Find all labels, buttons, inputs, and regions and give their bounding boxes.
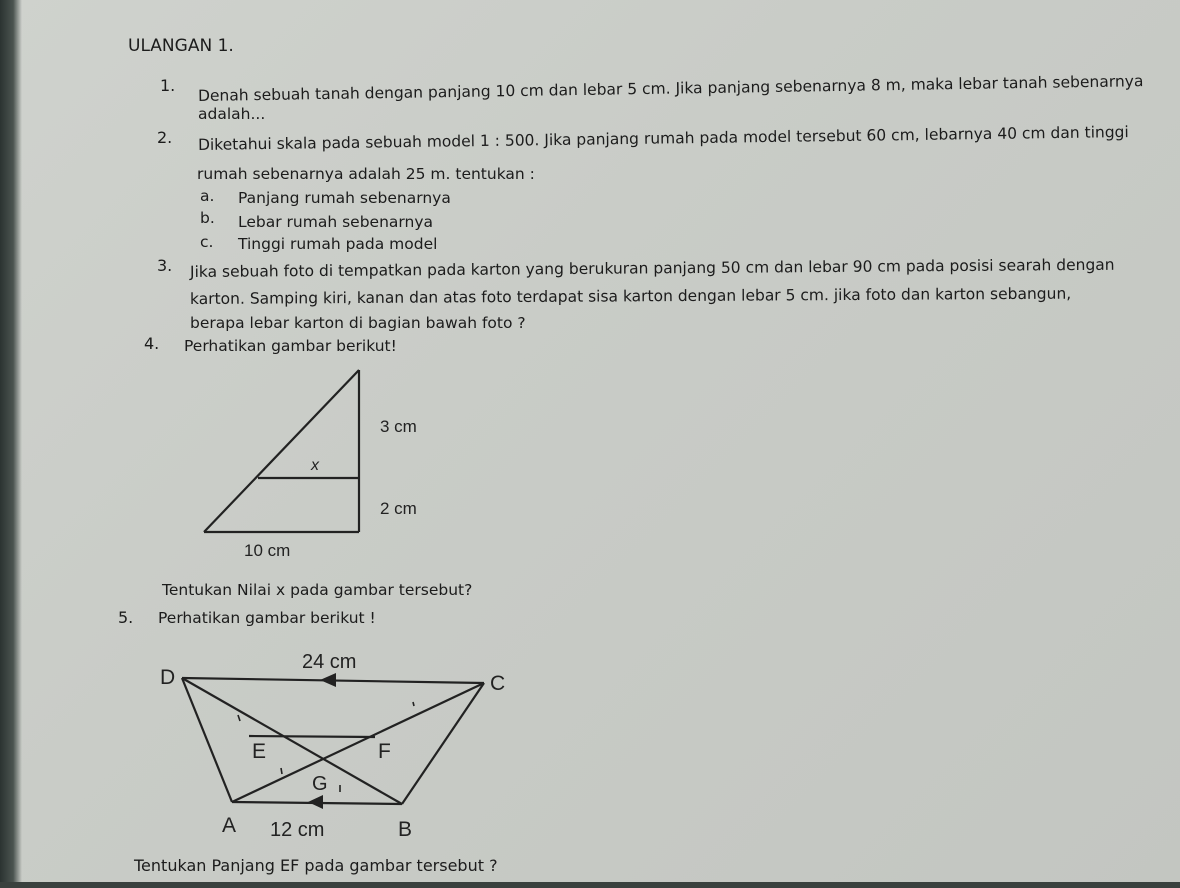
q4-number: 4. [144, 334, 160, 353]
q2-item-a-label: a. [200, 187, 215, 205]
q2-item-c-text: Tinggi rumah pada model [238, 235, 438, 253]
q3-line3: berapa lebar karton di bagian bawah foto ? [190, 314, 526, 332]
q4-question: Tentukan Nilai x pada gambar tersebut? [162, 581, 473, 599]
worksheet-title: ULANGAN 1. [128, 36, 234, 56]
q5-label-24cm: 24 cm [302, 651, 357, 673]
q2-item-a-text: Panjang rumah sebenarnya [238, 189, 451, 207]
q2-line2: rumah sebenarnya adalah 25 m. tentukan : [197, 165, 535, 183]
q2-item-c-label: c. [200, 233, 214, 251]
paper-bottom-edge [0, 882, 1180, 888]
q1-line2: adalah... [198, 105, 266, 123]
q5-point-e: E [252, 740, 267, 763]
q2-item-b-text: Lebar rumah sebenarnya [238, 213, 433, 231]
q4-hypotenuse [204, 370, 359, 532]
q5-tick-mark [238, 715, 240, 721]
q5-bottom-arrow-marker [308, 795, 323, 809]
q3-number: 3. [157, 256, 173, 275]
q4-label-2cm: 2 cm [380, 499, 417, 518]
q5-tick-mark [281, 768, 282, 774]
q5-vertex-a: A [222, 814, 237, 837]
q3-line1: Jika sebuah foto di tempatkan pada karton yang berukuran panjang 50 cm dan lebar 90 cm pada posisi searah dengan [189, 255, 1115, 281]
q1-number: 1. [160, 76, 176, 95]
q5-trapezoid-figure [150, 640, 530, 850]
q5-point-f: F [378, 740, 391, 763]
q4-label-10cm: 10 cm [244, 541, 291, 560]
q2-item-b-label: b. [200, 209, 215, 227]
q2-line1: Diketahui skala pada sebuah model 1 : 500. Jika panjang rumah pada model tersebut 60 cm, lebarnya 40 cm dan tinggi [197, 123, 1129, 154]
q4-intro: Perhatikan gambar berikut! [184, 337, 397, 355]
q5-top-arrow-marker [320, 673, 336, 687]
q4-triangle-figure [190, 360, 470, 570]
q5-intro: Perhatikan gambar berikut ! [158, 609, 376, 627]
q5-side-da [182, 678, 232, 802]
q1-line1: Denah sebuah tanah dengan panjang 10 cm dan lebar 5 cm. Jika panjang sebenarnya 8 m, maka lebar tanah sebenarnya [197, 72, 1144, 105]
q5-tick-mark [413, 702, 414, 706]
q3-line2: karton. Samping kiri, kanan dan atas foto terdapat sisa karton dengan lebar 5 cm. jika foto dan karton sebangun, [189, 284, 1072, 308]
q4-label-x: x [311, 457, 319, 474]
q5-segment-ef [249, 736, 375, 737]
q5-vertex-b: B [398, 818, 413, 841]
q5-diagonal-db [182, 678, 402, 804]
q5-vertex-d: D [160, 666, 176, 689]
q5-number: 5. [118, 608, 134, 627]
q5-question: Tentukan Panjang EF pada gambar tersebut ? [134, 856, 498, 875]
q4-label-3cm: 3 cm [380, 417, 417, 436]
q5-label-12cm: 12 cm [270, 819, 325, 841]
q5-point-g: G [312, 773, 328, 795]
q2-number: 2. [157, 128, 173, 147]
q5-vertex-c: C [490, 672, 506, 695]
q5-diagonal-ac [232, 683, 484, 802]
